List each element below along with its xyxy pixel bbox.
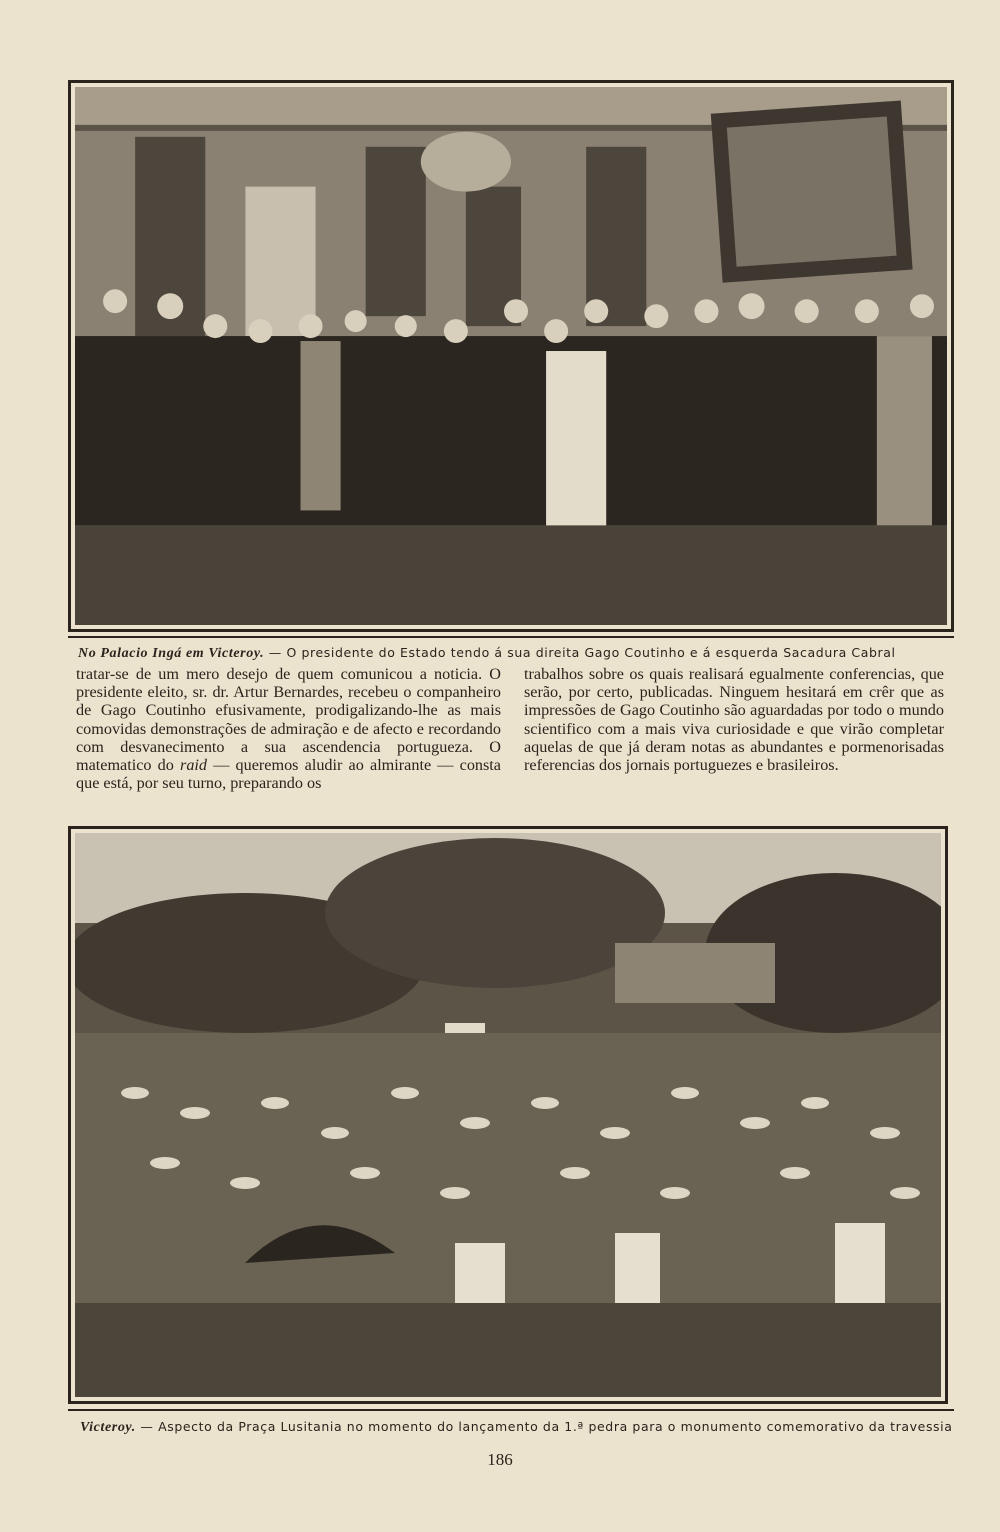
crowd-photo bbox=[75, 833, 941, 1397]
photo-top-caption-text: — O presidente do Estado tendo á sua direita Gago Coutinho e á esquerda Sacadura Cabral bbox=[264, 645, 896, 660]
photo-palacio-inga bbox=[68, 80, 954, 632]
photo-top-caption-lead: No Palacio Ingá em Victeroy. bbox=[78, 646, 265, 661]
photo-top-caption bbox=[78, 645, 896, 662]
left-column-italic: raid bbox=[180, 756, 208, 775]
article-left-column bbox=[76, 665, 501, 792]
photo-bottom-caption-text: — Aspecto da Praça Lusitania no momento do lançamento da 1.ª pedra para o monumento comemorativo da travessia bbox=[135, 1419, 953, 1434]
right-column-text: trabalhos sobre os quais realisará egualmente conferencias, que serão, por certo, publicadas. Ninguem hesitará em crêr que as impressões de Gago Coutinho são aguardadas por todo o mundo scientifico com a mais viva curiosidade e que virão completar aquelas de que já deram notas as abundantes e pormenorisadas referencias dos jornais portuguezes e brasileiros. bbox=[524, 665, 944, 775]
article-right-column bbox=[524, 665, 944, 774]
palace-group-photo bbox=[75, 87, 947, 625]
left-column-text: tratar-se de um mero desejo de quem comunicou a noticia. O presidente eleito, sr. dr. Artur Bernardes, recebeu o companheiro de Gago Coutinho efusivamente, prodigalizando-lhe as mais comovidas demonstrações de admiração e de afecto e recordando com desvanecimento a sua ascendencia portugueza. O matematico do bbox=[76, 665, 501, 775]
left-column-end: — queremos aludir ao almirante — consta que está, por seu turno, preparando os bbox=[76, 756, 501, 793]
page-number: 186 bbox=[487, 1450, 513, 1469]
photo-bottom-caption bbox=[80, 1419, 953, 1436]
caption-rule-bottom bbox=[68, 1409, 954, 1411]
caption-rule-top bbox=[68, 636, 954, 638]
photo-bottom-caption-lead: Victeroy. bbox=[80, 1420, 136, 1435]
photo-praca-lusitania bbox=[68, 826, 948, 1404]
